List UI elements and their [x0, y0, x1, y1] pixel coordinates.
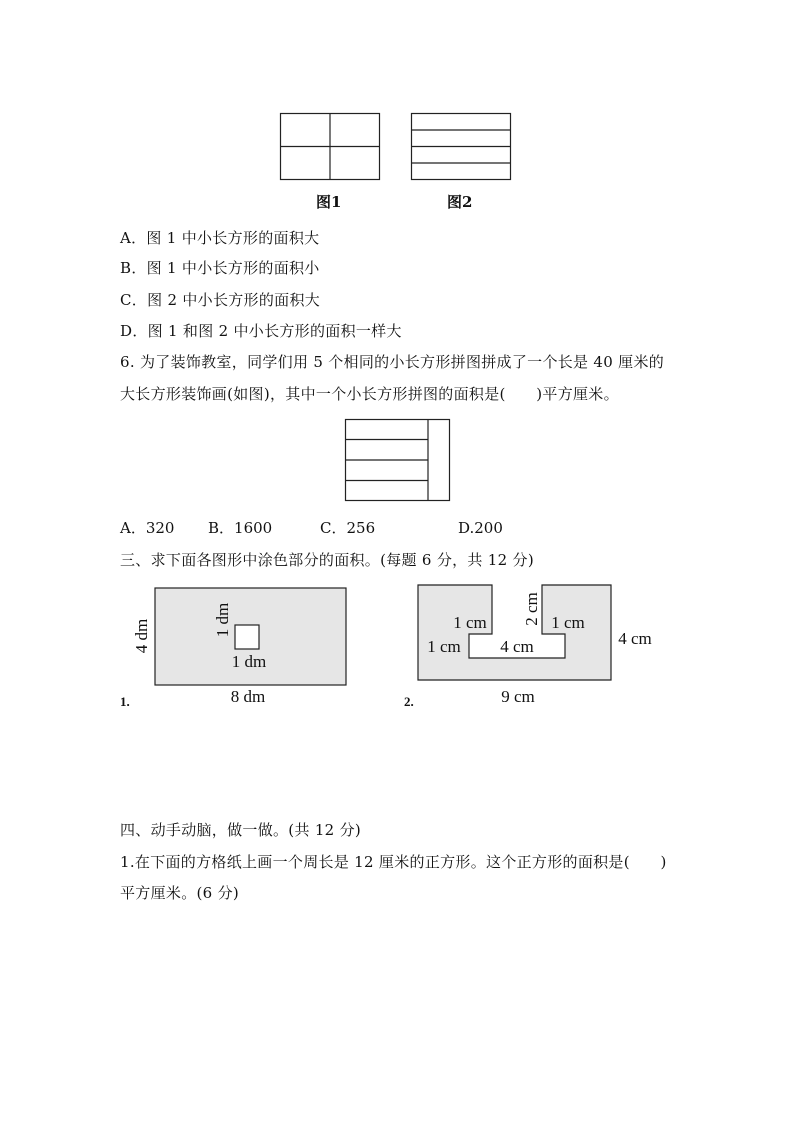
- notch-width-label: 4 cm: [500, 637, 534, 656]
- figure-1-caption: 图1: [316, 193, 342, 211]
- height-label: 4 cm: [618, 629, 652, 648]
- notch-height-label: 2 cm: [522, 592, 541, 626]
- q5-option-d: D．图 1 和图 2 中小长方形的面积一样大: [120, 322, 402, 340]
- left-step-label: 1 cm: [453, 613, 487, 632]
- figure-1: [280, 113, 381, 181]
- q6-option-d: D.200: [458, 519, 503, 537]
- section-4-heading: 四、动手动脑，做一做。(共 12 分): [120, 821, 362, 839]
- inner-side-label: 1 dm: [213, 602, 232, 638]
- figure-number: 1.: [120, 694, 130, 709]
- shaded-notched-shape: [418, 585, 611, 680]
- width-label: 9 cm: [501, 687, 535, 706]
- figure-number: 2.: [404, 694, 414, 709]
- q6-figure: [345, 419, 451, 502]
- q5-option-c: C．图 2 中小长方形的面积大: [120, 291, 321, 309]
- height-label: 4 dm: [132, 618, 151, 654]
- figure-2: [411, 113, 512, 181]
- q6-line-2: 大长方形装饰画(如图)，其中一个小长方形拼图的面积是( )平方厘米。: [120, 385, 619, 403]
- section-4-q1-line-2: 平方厘米。(6 分): [120, 884, 240, 902]
- q6-option-c: C．256: [320, 519, 376, 537]
- q6-option-a: A．320: [120, 519, 175, 537]
- inner-white-square: [235, 625, 259, 649]
- section-4-q1-line-1: 1.在下面的方格纸上画一个周长是 12 厘米的正方形。这个正方形的面积是( ): [120, 853, 667, 871]
- section-3-heading: 三、求下面各图形中涂色部分的面积。(每题 6 分，共 12 分): [120, 551, 535, 569]
- section-3-figure-2: [400, 584, 670, 709]
- figure-2-caption: 图2: [447, 193, 473, 211]
- q6-line-1: 6. 为了装饰教室，同学们用 5 个相同的小长方形拼图拼成了一个长是 40 厘米的: [120, 353, 665, 371]
- q6-option-b: B．1600: [208, 519, 273, 537]
- section-3-figure-1: [115, 584, 355, 709]
- q5-option-a: A．图 1 中小长方形的面积大: [120, 229, 320, 247]
- width-label: 8 dm: [230, 687, 266, 706]
- left-notch-label: 1 cm: [427, 637, 461, 656]
- right-step-label: 1 cm: [551, 613, 585, 632]
- inner-bottom-label: 1 dm: [231, 652, 267, 671]
- q5-option-b: B．图 1 中小长方形的面积小: [120, 259, 320, 277]
